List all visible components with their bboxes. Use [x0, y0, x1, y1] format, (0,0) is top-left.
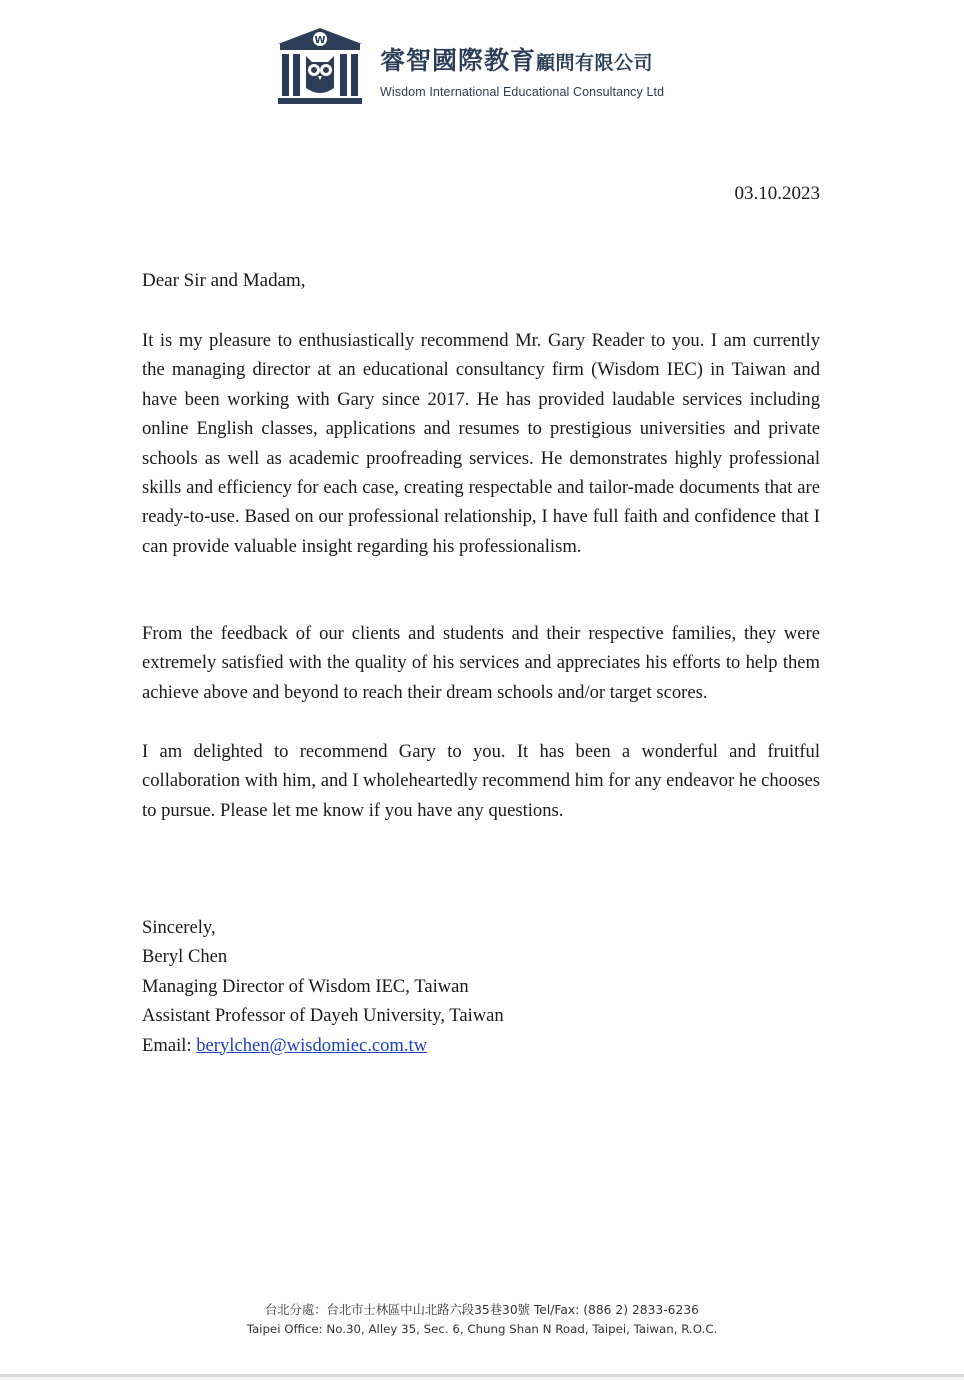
owl-temple-logo-icon: [276, 26, 364, 106]
company-name-chinese-small: 顧問有限公司: [536, 52, 654, 74]
email-link[interactable]: berylchen@wisdomiec.com.tw: [196, 1034, 428, 1056]
company-name-chinese: [380, 48, 653, 73]
paragraph-2: From the feedback of our clients and students and their respective families, they were extremely satisfied with the quality of his services and appreciates his efforts to help them achieve above and beyond to reach their dream schools and/or target scores.: [142, 623, 820, 703]
email-label: Email:: [142, 1034, 197, 1056]
footer-address-english: Taipei Office: No.30, Alley 35, Sec. 6, Chung Shan N Road, Taipei, Taiwan, R.O.C.: [246, 1322, 718, 1336]
salutation: Dear Sir and Madam,: [142, 270, 306, 291]
closing: Sincerely,: [142, 917, 216, 938]
signature-block: [142, 913, 504, 1060]
company-name-chinese-large: 睿智國際教育: [380, 46, 537, 75]
paragraph-3: I am delighted to recommend Gary to you. It has been a wonderful and fruitful collaboration with him, and I wholeheartedly recommend him for any endeavor he chooses to pursue. Please let me know if you have any questions.: [142, 741, 820, 821]
signer-name: Beryl Chen: [142, 946, 228, 968]
footer-address-chinese: 台北分處：台北市士林區中山北路六段35巷30號 Tel/Fax: (886 2) 2833-6236: [265, 1303, 699, 1317]
signer-title-1: Managing Director of Wisdom IEC, Taiwan: [142, 975, 469, 997]
signer-title-2: Assistant Professor of Dayeh University, Taiwan: [142, 1005, 504, 1027]
paragraph-1: It is my pleasure to enthusiastically recommend Mr. Gary Reader to you. I am currently the managing director at an educational consultancy firm (Wisdom IEC) in Taiwan and have been working with Gary since 2017. He has provided laudable services including online English classes, applications and resumes to prestigious universities and private schools as well as academic proofreading services. He demonstrates highly professional skills and efficiency for each case, creating respectable and tailor-made documents that are ready-to-use. Based on our professional relationship, I have full faith and confidence that I can provide valuable insight regarding his professionalism.: [142, 330, 820, 557]
company-name-english: Wisdom International Educational Consultancy Ltd: [380, 85, 665, 99]
email-line: [142, 1031, 504, 1060]
logo-letter: W: [314, 35, 326, 46]
letter-date: 03.10.2023: [734, 183, 820, 204]
